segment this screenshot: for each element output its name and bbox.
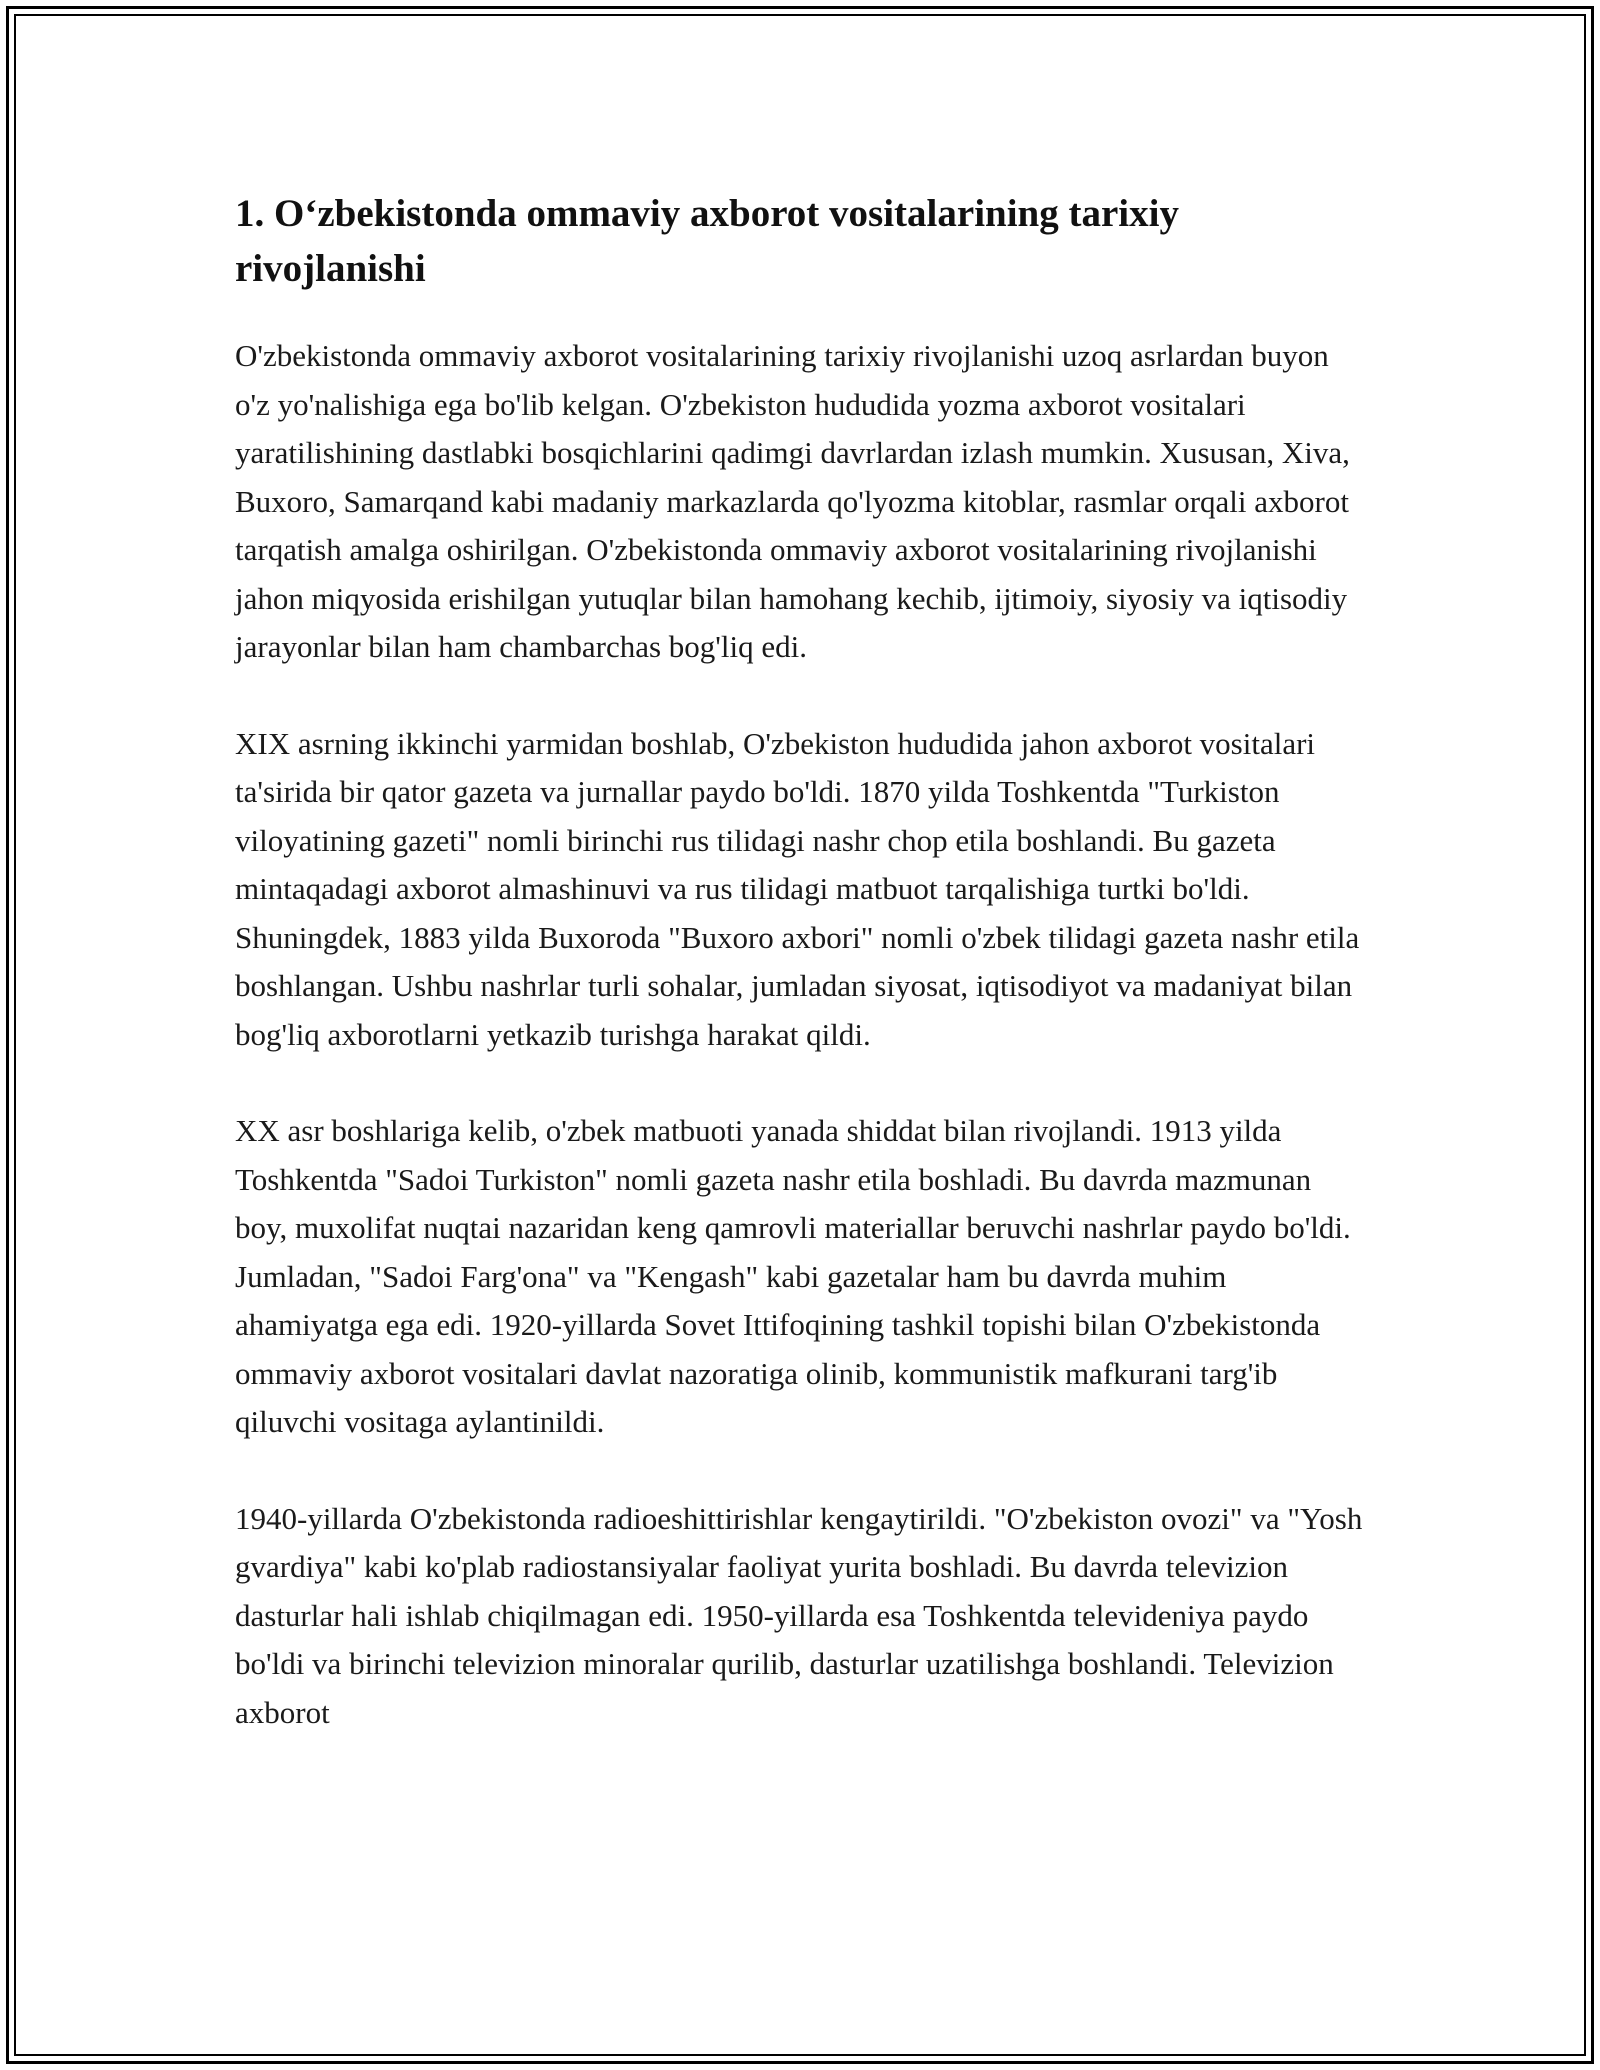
paragraph-4: 1940-yillarda O'zbekistonda radioeshittirishlar kengaytirildi. "O'zbekiston ovozi" va "Yosh gvardiya" kabi ko'plab radiostansiyalar faoliyat yurita boshladi. Bu davrda televizion dasturlar hali ishlab chiqilmagan edi. 1950-yillarda esa Toshkentda televideniya paydo bo'ldi va birinchi televizion minoralar qurilib, dasturlar uzatilishga boshlandi. Televizion axborot bbox=[235, 1500, 1363, 1730]
section-heading: 1. O‘zbekistonda ommaviy axborot vositalarining tarixiy rivojlanishi bbox=[235, 192, 1179, 290]
paragraph-2: XIX asrning ikkinchi yarmidan boshlab, O'zbekiston hududida jahon axborot vositalari ta'sirida bir qator gazeta va jurnallar paydo bo'ldi. 1870 yilda Toshkentda "Turkiston viloyatining gazeti" nomli birinchi rus tilidagi nashr chop etila boshlandi. Bu gazeta mintaqadagi axborot almashinuvi va rus tilidagi matbuot tarqalishiga turtki bo'ldi. Shuningdek, 1883 yilda Buxoroda "Buxoro axbori" nomli o'zbek tilidagi gazeta nashr etila boshlangan. Ushbu nashrlar turli sohalar, jumladan siyosat, iqtisodiyot va madaniyat bilan bog'liq axborotlarni yetkazib turishga harakat qildi. bbox=[235, 725, 1360, 1052]
document-body bbox=[235, 186, 1365, 1785]
paragraph-1: O'zbekistonda ommaviy axborot vositalarining tarixiy rivojlanishi uzoq asrlardan buyon o'z yo'nalishiga ega bo'lib kelgan. O'zbekiston hududida yozma axborot vositalari yaratilishining dastlabki bosqichlarini qadimgi davrlardan izlash mumkin. Xususan, Xiva, Buxoro, Samarqand kabi madaniy markazlarda qo'lyozma kitoblar, rasmlar orqali axborot tarqatish amalga oshirilgan. O'zbekistonda ommaviy axborot vositalarining rivojlanishi jahon miqyosida erishilgan yutuqlar bilan hamohang kechib, ijtimoiy, siyosiy va iqtisodiy jarayonlar bilan ham chambarchas bog'liq edi. bbox=[235, 338, 1350, 664]
paragraph-3: XX asr boshlariga kelib, o'zbek matbuoti yanada shiddat bilan rivojlandi. 1913 yilda Toshkentda "Sadoi Turkiston" nomli gazeta nashr etila boshladi. Bu davrda mazmunan boy, muxolifat nuqtai nazaridan keng qamrovli materiallar beruvchi nashrlar paydo bo'ldi. Jumladan, "Sadoi Farg'ona" va "Kengash" kabi gazetalar ham bu davrda muhim ahamiyatga ega edi. 1920-yillarda Sovet Ittifoqining tashkil topishi bilan O'zbekistonda ommaviy axborot vositalari davlat nazoratiga olinib, kommunistik mafkurani targ'ib qiluvchi vositaga aylantinildi. bbox=[235, 1113, 1351, 1439]
